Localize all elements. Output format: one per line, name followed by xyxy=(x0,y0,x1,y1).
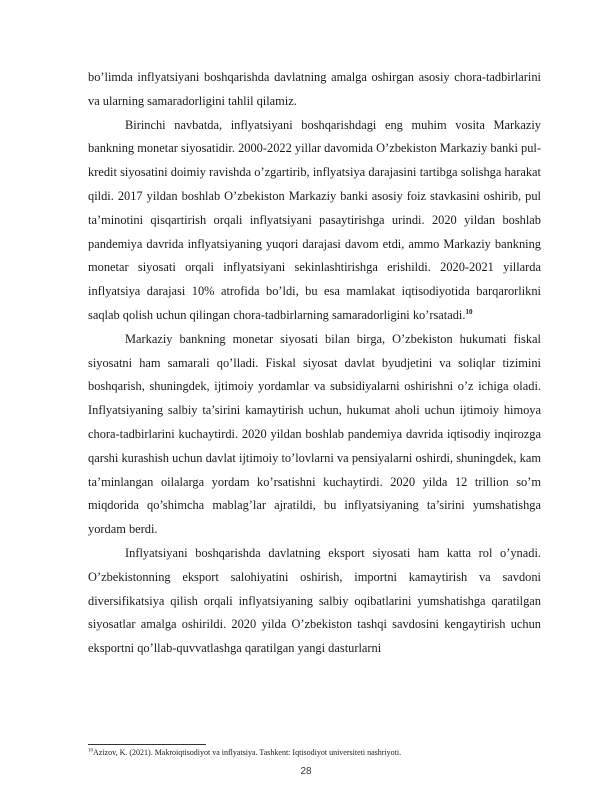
body-text xyxy=(88,66,541,661)
paragraph-fiscal-policy: Markaziy bankning monetar siyosati bilan birga, O’zbekiston hukumati fiskal siyosatni ham samarali qo’lladi. Fiskal siyosat davlat byudjetini va soliqlar tizimini boshqarish, shuningdek, ijtimoiy yordamlar va subsidiyalarni oshirishni o’z ichiga oladi. Inflyatsiyaning salbiy ta’sirini kamaytirish uchun, hukumat aholi uchun ijtimoiy himoya chora-tadbirlarini kuchaytirdi. 2020 yildan boshlab pandemiya davrida iqtisodiy inqirozga qarshi kurashish uchun davlat ijtimoiy to’lovlarni va pensiyalarni oshirdi, shuningdek, kam ta’minlangan oilalarga yordam ko’rsatishni kuchaytirdi. 2020 yilda 12 trillion so’m miqdorida qo’shimcha mablag’lar ajratildi, bu inflyatsiyaning ta’sirini yumshatishga yordam berdi. xyxy=(88,331,541,537)
paragraph-monetary-policy xyxy=(88,114,541,328)
footnote-divider xyxy=(88,744,206,745)
footnote-number: 10 xyxy=(88,748,93,754)
paragraph-continued: bo’limda inflyatsiyani boshqarishda davlatning amalga oshirgan asosiy chora-tadbirlarini va ularning samaradorligini tahlil qilamiz. xyxy=(88,70,541,108)
footnote-text: Azizov, K. (2021). Makroiqtisodiyot va inflyatsiya. Tashkent: Iqtisodiyot universiteti nashriyoti. xyxy=(93,748,402,757)
footnote-reference[interactable]: 10 xyxy=(465,307,473,316)
paragraph-export-policy: Inflyatsiyani boshqarishda davlatning eksport siyosati ham katta rol o’ynadi. O’zbekistonning eksport salohiyatini oshirish, importni kamaytirish va savdoni diversifikatsiya qilish orqali inflyatsiyaning salbiy oqibatlarini yumshatishga qaratilgan siyosatlar amalga oshirildi. 2020 yilda O’zbekiston tashqi savdosini kengaytirish uchun eksportni qo’llab-quvvatlashga qaratilgan yangi dasturlarni xyxy=(88,545,541,656)
paragraph-monetary-policy-text: Birinchi navbatda, inflyatsiyani boshqarishdagi eng muhim vosita Markaziy bankning monetar siyosatidir. 2000-2022 yillar davomida O’zbekiston Markaziy banki pul-kredit siyosatini doimiy ravishda o’zgartirib, inflyatsiya darajasini tartibga solishga harakat qildi. 2017 yildan boshlab O’zbekiston Markaziy banki asosiy foiz stavkasini oshirib, pul ta’minotini qisqartirish orqali inflyatsiyani pasaytirishga urindi. 2020 yildan boshlab pandemiya davrida inflyatsiyaning yuqori darajasi davom etdi, ammo Markaziy bankning monetar siyosati orqali inflyatsiyani sekinlashtirishga erishildi. 2020-2021 yillarda inflyatsiya darajasi 10% atrofida bo’ldi, bu esa mamlakat iqtisodiyotida barqarorlikni saqlab qolish uchun qilingan chora-tadbirlarning samaradorligini ko’rsatadi. xyxy=(88,117,541,322)
footnote xyxy=(88,747,548,758)
page-number: 28 xyxy=(300,766,312,777)
